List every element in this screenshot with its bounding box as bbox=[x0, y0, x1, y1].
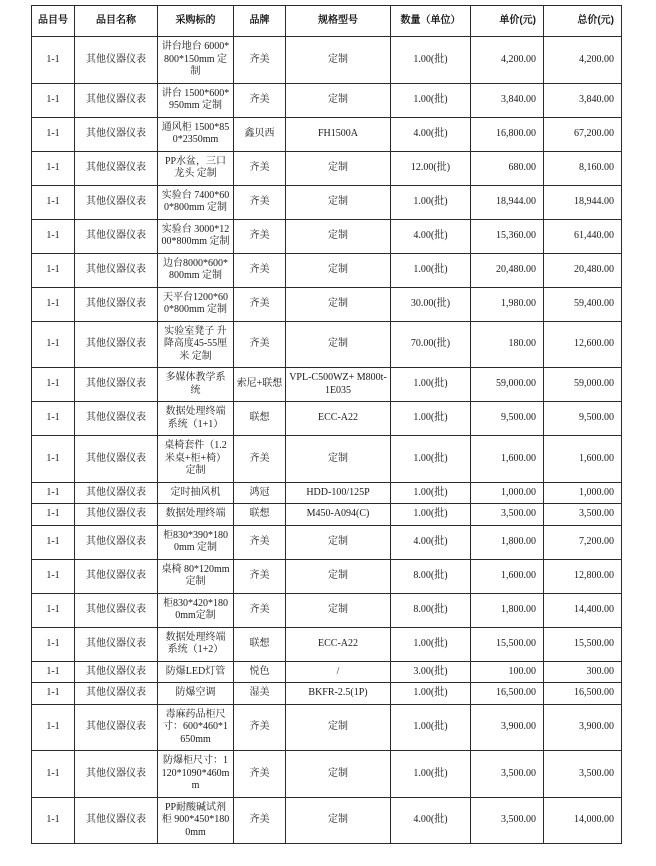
col-header-quantity: 数量（单位） bbox=[391, 6, 471, 37]
cell-item-name: 其他仪器仪表 bbox=[75, 751, 158, 798]
cell-total-price: 16,500.00 bbox=[544, 683, 622, 705]
cell-spec: 定制 bbox=[286, 287, 391, 321]
table-row bbox=[32, 402, 622, 436]
cell-spec: 定制 bbox=[286, 436, 391, 483]
cell-total-price: 3,900.00 bbox=[544, 704, 622, 751]
cell-spec: 定制 bbox=[286, 525, 391, 559]
table-row bbox=[32, 704, 622, 751]
cell-total-price: 14,400.00 bbox=[544, 593, 622, 627]
cell-unit-price: 20,480.00 bbox=[471, 253, 544, 287]
cell-item-name: 其他仪器仪表 bbox=[75, 704, 158, 751]
cell-brand: 联想 bbox=[234, 504, 286, 526]
table-row bbox=[32, 83, 622, 117]
cell-item-name: 其他仪器仪表 bbox=[75, 683, 158, 705]
cell-brand: 齐美 bbox=[234, 704, 286, 751]
cell-item-no: 1-1 bbox=[32, 436, 75, 483]
cell-brand: 齐美 bbox=[234, 287, 286, 321]
cell-spec: 定制 bbox=[286, 185, 391, 219]
cell-target: 数据处理终端 bbox=[158, 504, 234, 526]
cell-item-no: 1-1 bbox=[32, 559, 75, 593]
table-row bbox=[32, 751, 622, 798]
col-header-brand: 品牌 bbox=[234, 6, 286, 37]
table-row bbox=[32, 321, 622, 368]
cell-spec: 定制 bbox=[286, 704, 391, 751]
cell-target: 防爆空调 bbox=[158, 683, 234, 705]
cell-item-name: 其他仪器仪表 bbox=[75, 504, 158, 526]
cell-total-price: 8,160.00 bbox=[544, 151, 622, 185]
table-row bbox=[32, 593, 622, 627]
cell-target: 柜830*420*1800mm定制 bbox=[158, 593, 234, 627]
cell-spec: FH1500A bbox=[286, 117, 391, 151]
cell-unit-price: 1,800.00 bbox=[471, 525, 544, 559]
cell-brand: 联想 bbox=[234, 627, 286, 661]
cell-unit-price: 3,500.00 bbox=[471, 504, 544, 526]
table-row bbox=[32, 37, 622, 84]
cell-brand: 齐美 bbox=[234, 751, 286, 798]
cell-target: 实验台 3000*1200*800mm 定制 bbox=[158, 219, 234, 253]
cell-item-no: 1-1 bbox=[32, 683, 75, 705]
table-row bbox=[32, 436, 622, 483]
cell-spec: M450-A094(C) bbox=[286, 504, 391, 526]
cell-total-price: 20,480.00 bbox=[544, 253, 622, 287]
cell-item-no: 1-1 bbox=[32, 482, 75, 504]
cell-unit-price: 100.00 bbox=[471, 661, 544, 683]
cell-item-no: 1-1 bbox=[32, 661, 75, 683]
cell-target: 柜830*390*1800mm 定制 bbox=[158, 525, 234, 559]
cell-target: 通风柜 1500*850*2350mm bbox=[158, 117, 234, 151]
cell-spec: 定制 bbox=[286, 559, 391, 593]
cell-total-price: 300.00 bbox=[544, 661, 622, 683]
cell-total-price: 9,500.00 bbox=[544, 402, 622, 436]
cell-total-price: 59,000.00 bbox=[544, 368, 622, 402]
cell-item-no: 1-1 bbox=[32, 704, 75, 751]
cell-item-name: 其他仪器仪表 bbox=[75, 287, 158, 321]
cell-unit-price: 3,500.00 bbox=[471, 751, 544, 798]
cell-quantity: 1.00(批) bbox=[391, 482, 471, 504]
cell-item-name: 其他仪器仪表 bbox=[75, 559, 158, 593]
cell-spec: 定制 bbox=[286, 151, 391, 185]
cell-quantity: 3.00(批) bbox=[391, 661, 471, 683]
cell-brand: 鑫贝西 bbox=[234, 117, 286, 151]
cell-item-name: 其他仪器仪表 bbox=[75, 37, 158, 84]
cell-total-price: 12,800.00 bbox=[544, 559, 622, 593]
cell-brand: 齐美 bbox=[234, 559, 286, 593]
cell-item-no: 1-1 bbox=[32, 368, 75, 402]
cell-target: 讲台地台 6000*800*150mm 定制 bbox=[158, 37, 234, 84]
cell-item-no: 1-1 bbox=[32, 525, 75, 559]
cell-spec: 定制 bbox=[286, 253, 391, 287]
cell-total-price: 18,944.00 bbox=[544, 185, 622, 219]
cell-total-price: 67,200.00 bbox=[544, 117, 622, 151]
cell-item-no: 1-1 bbox=[32, 37, 75, 84]
cell-target: 桌椅 80*120mm 定制 bbox=[158, 559, 234, 593]
cell-quantity: 1.00(批) bbox=[391, 368, 471, 402]
table-row bbox=[32, 525, 622, 559]
cell-brand: 齐美 bbox=[234, 436, 286, 483]
cell-item-name: 其他仪器仪表 bbox=[75, 368, 158, 402]
cell-quantity: 1.00(批) bbox=[391, 402, 471, 436]
procurement-items-table bbox=[31, 5, 622, 844]
cell-item-name: 其他仪器仪表 bbox=[75, 185, 158, 219]
table-row bbox=[32, 559, 622, 593]
cell-quantity: 1.00(批) bbox=[391, 751, 471, 798]
cell-target: 天平台1200*600*800mm 定制 bbox=[158, 287, 234, 321]
cell-brand: 齐美 bbox=[234, 151, 286, 185]
cell-brand: 齐美 bbox=[234, 185, 286, 219]
cell-quantity: 4.00(批) bbox=[391, 219, 471, 253]
cell-unit-price: 3,900.00 bbox=[471, 704, 544, 751]
cell-item-name: 其他仪器仪表 bbox=[75, 83, 158, 117]
cell-item-no: 1-1 bbox=[32, 287, 75, 321]
cell-total-price: 3,500.00 bbox=[544, 504, 622, 526]
cell-item-name: 其他仪器仪表 bbox=[75, 627, 158, 661]
col-header-spec: 规格型号 bbox=[286, 6, 391, 37]
cell-item-no: 1-1 bbox=[32, 253, 75, 287]
cell-brand: 齐美 bbox=[234, 797, 286, 844]
cell-target: 定时抽风机 bbox=[158, 482, 234, 504]
cell-item-name: 其他仪器仪表 bbox=[75, 219, 158, 253]
cell-target: 毒麻药品柜尺寸：600*460*1650mm bbox=[158, 704, 234, 751]
cell-quantity: 4.00(批) bbox=[391, 525, 471, 559]
cell-brand: 齐美 bbox=[234, 321, 286, 368]
cell-target: PP水盆，三口龙头 定制 bbox=[158, 151, 234, 185]
cell-total-price: 1,600.00 bbox=[544, 436, 622, 483]
cell-quantity: 1.00(批) bbox=[391, 436, 471, 483]
cell-target: 实验室凳子 升降高度45-55厘米 定制 bbox=[158, 321, 234, 368]
cell-item-no: 1-1 bbox=[32, 593, 75, 627]
table-row bbox=[32, 627, 622, 661]
cell-quantity: 1.00(批) bbox=[391, 683, 471, 705]
table-row bbox=[32, 368, 622, 402]
cell-item-no: 1-1 bbox=[32, 219, 75, 253]
cell-brand: 悦色 bbox=[234, 661, 286, 683]
cell-unit-price: 3,840.00 bbox=[471, 83, 544, 117]
cell-item-no: 1-1 bbox=[32, 185, 75, 219]
cell-unit-price: 1,600.00 bbox=[471, 436, 544, 483]
cell-item-name: 其他仪器仪表 bbox=[75, 402, 158, 436]
col-header-item-no: 品目号 bbox=[32, 6, 75, 37]
table-row bbox=[32, 287, 622, 321]
cell-quantity: 1.00(批) bbox=[391, 83, 471, 117]
cell-item-no: 1-1 bbox=[32, 797, 75, 844]
cell-item-name: 其他仪器仪表 bbox=[75, 482, 158, 504]
cell-target: 多媒体教学系统 bbox=[158, 368, 234, 402]
cell-item-no: 1-1 bbox=[32, 151, 75, 185]
col-header-target: 采购标的 bbox=[158, 6, 234, 37]
table-row bbox=[32, 219, 622, 253]
cell-unit-price: 680.00 bbox=[471, 151, 544, 185]
cell-spec: 定制 bbox=[286, 83, 391, 117]
cell-brand: 联想 bbox=[234, 402, 286, 436]
table-header-row bbox=[32, 6, 622, 37]
cell-target: 实验台 7400*600*800mm 定制 bbox=[158, 185, 234, 219]
cell-spec: 定制 bbox=[286, 37, 391, 84]
cell-spec: BKFR-2.5(1P) bbox=[286, 683, 391, 705]
cell-unit-price: 4,200.00 bbox=[471, 37, 544, 84]
cell-unit-price: 3,500.00 bbox=[471, 797, 544, 844]
cell-quantity: 4.00(批) bbox=[391, 117, 471, 151]
table-row bbox=[32, 117, 622, 151]
cell-item-no: 1-1 bbox=[32, 751, 75, 798]
cell-unit-price: 1,000.00 bbox=[471, 482, 544, 504]
cell-quantity: 1.00(批) bbox=[391, 37, 471, 84]
cell-total-price: 59,400.00 bbox=[544, 287, 622, 321]
cell-unit-price: 1,600.00 bbox=[471, 559, 544, 593]
cell-spec: VPL-C500WZ+ M800t-1E035 bbox=[286, 368, 391, 402]
cell-quantity: 30.00(批) bbox=[391, 287, 471, 321]
cell-brand: 齐美 bbox=[234, 253, 286, 287]
cell-target: PP耐酸碱试剂柜 900*450*1800mm bbox=[158, 797, 234, 844]
col-header-unit-price: 单价(元) bbox=[471, 6, 544, 37]
cell-unit-price: 15,360.00 bbox=[471, 219, 544, 253]
cell-item-name: 其他仪器仪表 bbox=[75, 321, 158, 368]
col-header-total-price: 总价(元) bbox=[544, 6, 622, 37]
cell-item-name: 其他仪器仪表 bbox=[75, 253, 158, 287]
cell-brand: 齐美 bbox=[234, 525, 286, 559]
table-row bbox=[32, 661, 622, 683]
cell-total-price: 61,440.00 bbox=[544, 219, 622, 253]
table-row bbox=[32, 504, 622, 526]
cell-spec: ECC-A22 bbox=[286, 627, 391, 661]
cell-brand: 齐美 bbox=[234, 83, 286, 117]
table-row bbox=[32, 482, 622, 504]
cell-quantity: 1.00(批) bbox=[391, 627, 471, 661]
col-header-item-name: 品目名称 bbox=[75, 6, 158, 37]
cell-brand: 齐美 bbox=[234, 593, 286, 627]
cell-item-name: 其他仪器仪表 bbox=[75, 436, 158, 483]
cell-item-name: 其他仪器仪表 bbox=[75, 797, 158, 844]
cell-brand: 湿美 bbox=[234, 683, 286, 705]
cell-brand: 齐美 bbox=[234, 219, 286, 253]
cell-target: 边台8000*600*800mm 定制 bbox=[158, 253, 234, 287]
cell-unit-price: 1,800.00 bbox=[471, 593, 544, 627]
cell-brand: 索尼+联想 bbox=[234, 368, 286, 402]
cell-total-price: 7,200.00 bbox=[544, 525, 622, 559]
cell-quantity: 8.00(批) bbox=[391, 593, 471, 627]
cell-spec: 定制 bbox=[286, 219, 391, 253]
cell-brand: 齐美 bbox=[234, 37, 286, 84]
cell-item-no: 1-1 bbox=[32, 504, 75, 526]
cell-target: 数据处理终端系统（1+1） bbox=[158, 402, 234, 436]
cell-spec: / bbox=[286, 661, 391, 683]
cell-item-name: 其他仪器仪表 bbox=[75, 151, 158, 185]
table-row bbox=[32, 683, 622, 705]
cell-unit-price: 59,000.00 bbox=[471, 368, 544, 402]
cell-total-price: 12,600.00 bbox=[544, 321, 622, 368]
cell-unit-price: 16,500.00 bbox=[471, 683, 544, 705]
cell-item-no: 1-1 bbox=[32, 117, 75, 151]
cell-unit-price: 9,500.00 bbox=[471, 402, 544, 436]
cell-quantity: 1.00(批) bbox=[391, 253, 471, 287]
cell-quantity: 1.00(批) bbox=[391, 504, 471, 526]
cell-spec: ECC-A22 bbox=[286, 402, 391, 436]
cell-item-name: 其他仪器仪表 bbox=[75, 117, 158, 151]
table-row bbox=[32, 185, 622, 219]
cell-item-name: 其他仪器仪表 bbox=[75, 525, 158, 559]
cell-target: 数据处理终端系统（1+2） bbox=[158, 627, 234, 661]
cell-quantity: 1.00(批) bbox=[391, 185, 471, 219]
cell-item-name: 其他仪器仪表 bbox=[75, 661, 158, 683]
table-row bbox=[32, 253, 622, 287]
cell-spec: 定制 bbox=[286, 751, 391, 798]
cell-quantity: 8.00(批) bbox=[391, 559, 471, 593]
cell-total-price: 1,000.00 bbox=[544, 482, 622, 504]
cell-unit-price: 18,944.00 bbox=[471, 185, 544, 219]
cell-spec: 定制 bbox=[286, 593, 391, 627]
cell-total-price: 4,200.00 bbox=[544, 37, 622, 84]
cell-target: 防爆LED灯管 bbox=[158, 661, 234, 683]
cell-spec: HDD-100/125P bbox=[286, 482, 391, 504]
cell-quantity: 70.00(批) bbox=[391, 321, 471, 368]
cell-brand: 鸿冠 bbox=[234, 482, 286, 504]
cell-quantity: 4.00(批) bbox=[391, 797, 471, 844]
cell-unit-price: 16,800.00 bbox=[471, 117, 544, 151]
cell-spec: 定制 bbox=[286, 321, 391, 368]
cell-target: 桌椅套件（1.2米桌+柜+椅）定制 bbox=[158, 436, 234, 483]
cell-spec: 定制 bbox=[286, 797, 391, 844]
cell-item-name: 其他仪器仪表 bbox=[75, 593, 158, 627]
cell-quantity: 12.00(批) bbox=[391, 151, 471, 185]
cell-unit-price: 180.00 bbox=[471, 321, 544, 368]
table-row bbox=[32, 151, 622, 185]
cell-unit-price: 15,500.00 bbox=[471, 627, 544, 661]
cell-total-price: 14,000.00 bbox=[544, 797, 622, 844]
cell-target: 讲台 1500*600*950mm 定制 bbox=[158, 83, 234, 117]
cell-total-price: 3,500.00 bbox=[544, 751, 622, 798]
cell-total-price: 3,840.00 bbox=[544, 83, 622, 117]
cell-item-no: 1-1 bbox=[32, 627, 75, 661]
cell-item-no: 1-1 bbox=[32, 83, 75, 117]
cell-target: 防爆柜尺寸：1120*1090*460mm bbox=[158, 751, 234, 798]
cell-item-no: 1-1 bbox=[32, 321, 75, 368]
table-row bbox=[32, 797, 622, 844]
cell-total-price: 15,500.00 bbox=[544, 627, 622, 661]
cell-quantity: 1.00(批) bbox=[391, 704, 471, 751]
cell-unit-price: 1,980.00 bbox=[471, 287, 544, 321]
table-body bbox=[32, 37, 622, 844]
cell-item-no: 1-1 bbox=[32, 402, 75, 436]
